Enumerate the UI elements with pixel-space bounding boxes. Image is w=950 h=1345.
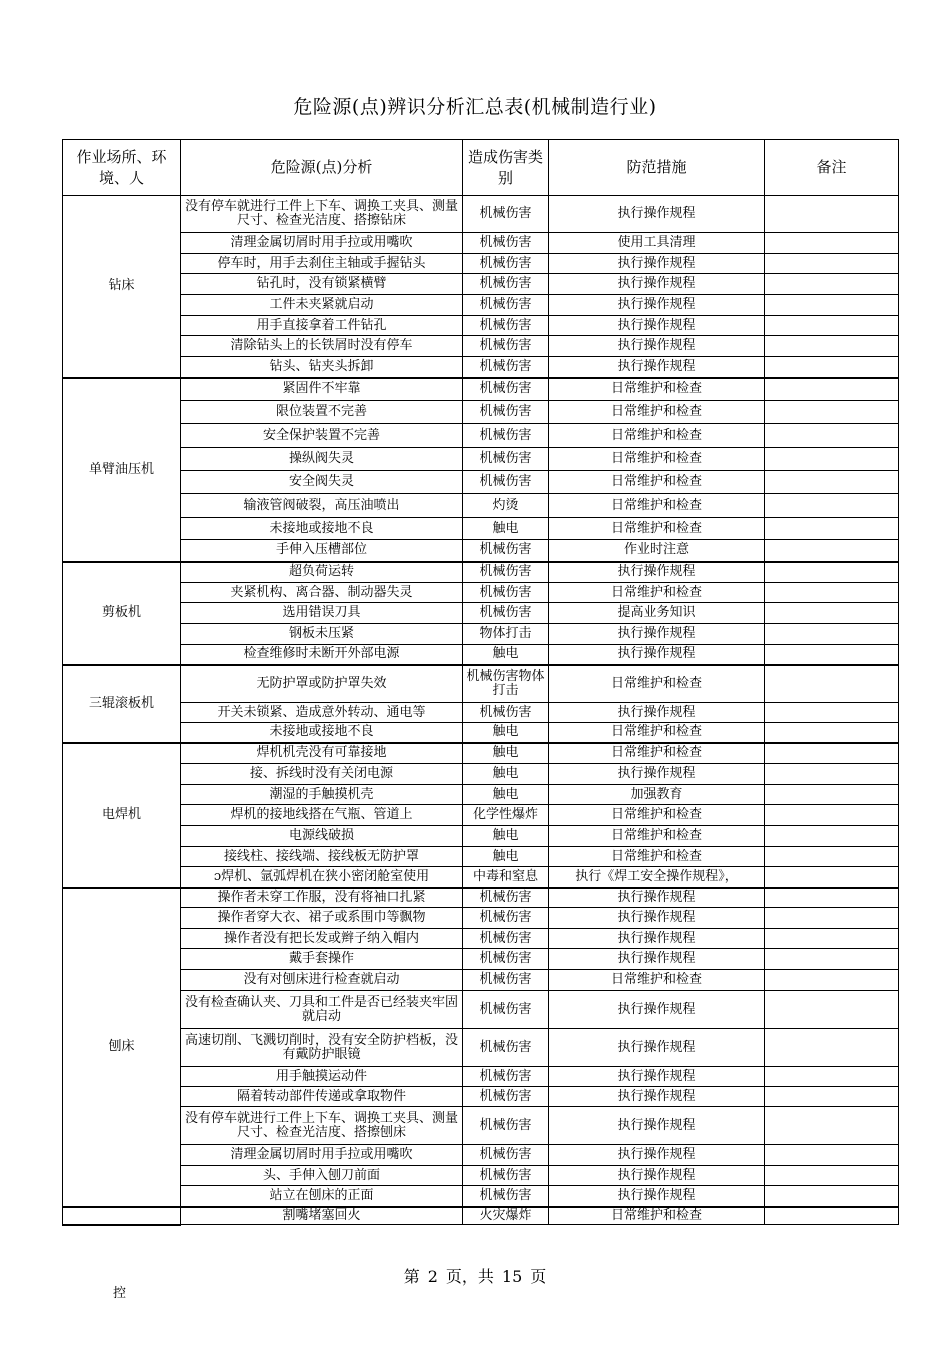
cell-measure: 日常维护和检查 <box>549 401 765 424</box>
cell-note <box>765 1186 899 1207</box>
cell-hazard: 焊机的接地线搭在气瓶、管道上 <box>181 805 463 826</box>
cell-measure: 执行操作规程 <box>549 1029 765 1067</box>
cell-hazard: 安全阀失灵 <box>181 471 463 494</box>
cell-measure: 执行操作规程 <box>549 1067 765 1087</box>
cell-injury: 机械伤害 <box>463 471 549 494</box>
cell-area <box>63 1207 181 1225</box>
header-injury: 造成伤害类别 <box>463 140 549 196</box>
table-row <box>63 316 899 336</box>
cell-measure: 执行操作规程 <box>549 295 765 316</box>
table-row <box>63 1029 899 1067</box>
stray-text: 控 <box>113 1286 127 1301</box>
cell-measure: 执行操作规程 <box>549 1166 765 1186</box>
table-row <box>63 274 899 295</box>
cell-injury: 机械伤害 <box>463 401 549 424</box>
table-row <box>63 888 899 908</box>
table-row <box>63 401 899 424</box>
cell-measure: 加强教育 <box>549 785 765 805</box>
header-area: 作业场所、环境、人 <box>63 140 181 196</box>
table-row <box>63 1107 899 1145</box>
cell-injury: 机械伤害 <box>463 357 549 378</box>
hazard-table <box>62 139 899 1226</box>
cell-injury: 机械伤害 <box>463 1029 549 1067</box>
table-row <box>63 357 899 378</box>
table-row <box>63 743 899 764</box>
cell-measure: 日常维护和检查 <box>549 970 765 991</box>
table-row <box>63 867 899 888</box>
cell-note <box>765 785 899 805</box>
cell-measure: 执行操作规程 <box>549 1107 765 1145</box>
cell-hazard: 选用错误刀具 <box>181 603 463 624</box>
cell-injury: 触电 <box>463 785 549 805</box>
footer-total-pages: 15 <box>501 1267 523 1286</box>
cell-measure: 日常维护和检查 <box>549 805 765 826</box>
cell-injury: 触电 <box>463 723 549 743</box>
table-row <box>63 723 899 743</box>
table-row <box>63 583 899 603</box>
cell-hazard: 钻孔时，没有锁紧横臂 <box>181 274 463 295</box>
cell-measure: 执行操作规程 <box>549 1087 765 1107</box>
table-row <box>63 908 899 929</box>
table-row <box>63 703 899 723</box>
cell-injury: 机械伤害 <box>463 540 549 562</box>
table-row <box>63 233 899 254</box>
cell-injury: 机械伤害 <box>463 424 549 448</box>
cell-hazard: 工件未夹紧就启动 <box>181 295 463 316</box>
cell-injury: 机械伤害 <box>463 603 549 624</box>
cell-injury: 机械伤害 <box>463 888 549 908</box>
cell-hazard: 检查维修时未断开外部电源 <box>181 645 463 665</box>
cell-note <box>765 603 899 624</box>
table-row <box>63 645 899 665</box>
page-title: 危险源(点)辨识分析汇总表(机械制造行业) <box>293 96 657 118</box>
cell-note <box>765 357 899 378</box>
cell-measure: 日常维护和检查 <box>549 494 765 518</box>
cell-note <box>765 624 899 645</box>
cell-hazard: ɔ焊机、氩弧焊机在狭小密闭舱室使用 <box>181 867 463 888</box>
cell-injury: 机械伤害 <box>463 929 549 949</box>
cell-injury: 中毒和窒息 <box>463 867 549 888</box>
header-row <box>63 140 899 196</box>
cell-hazard: 钻头、钻夹头拆卸 <box>181 357 463 378</box>
cell-measure: 日常维护和检查 <box>549 424 765 448</box>
cell-injury: 机械伤害 <box>463 583 549 603</box>
footer-suffix: 页 <box>530 1267 547 1286</box>
cell-measure: 日常维护和检查 <box>549 471 765 494</box>
table-row <box>63 805 899 826</box>
cell-hazard: 未接地或接地不良 <box>181 723 463 743</box>
cell-hazard: 夹紧机构、离合器、制动器失灵 <box>181 583 463 603</box>
cell-measure: 执行操作规程 <box>549 624 765 645</box>
cell-note <box>765 949 899 970</box>
cell-note <box>765 494 899 518</box>
cell-hazard: 高速切削、飞溅切削时，没有安全防护档板，没有戴防护眼镜 <box>181 1029 463 1067</box>
cell-injury: 机械伤害 <box>463 562 549 583</box>
cell-measure: 日常维护和检查 <box>549 518 765 540</box>
table-row <box>63 624 899 645</box>
table-row <box>63 471 899 494</box>
cell-measure: 使用工具清理 <box>549 233 765 254</box>
cell-hazard: 没有对刨床进行检查就启动 <box>181 970 463 991</box>
cell-area: 剪板机 <box>63 562 181 665</box>
cell-injury: 触电 <box>463 518 549 540</box>
cell-injury: 触电 <box>463 743 549 764</box>
footer-prefix: 第 <box>403 1267 420 1286</box>
cell-hazard: 用手触摸运动件 <box>181 1067 463 1087</box>
cell-measure: 日常维护和检查 <box>549 847 765 867</box>
table-row <box>63 1166 899 1186</box>
cell-hazard: 接、拆线时没有关闭电源 <box>181 764 463 785</box>
cell-measure: 执行操作规程 <box>549 908 765 929</box>
cell-hazard: 清理金属切屑时用手拉或用嘴吹 <box>181 1145 463 1166</box>
cell-note <box>765 723 899 743</box>
cell-injury: 化学性爆炸 <box>463 805 549 826</box>
cell-measure: 执行操作规程 <box>549 929 765 949</box>
cell-injury: 机械伤害 <box>463 233 549 254</box>
cell-injury: 触电 <box>463 847 549 867</box>
table-row <box>63 785 899 805</box>
cell-measure: 执行操作规程 <box>549 888 765 908</box>
cell-injury: 机械伤害 <box>463 1107 549 1145</box>
cell-hazard: 手伸入压槽部位 <box>181 540 463 562</box>
cell-hazard: 操纵阀失灵 <box>181 448 463 471</box>
cell-injury: 物体打击 <box>463 624 549 645</box>
cell-note <box>765 929 899 949</box>
cell-measure: 提高业务知识 <box>549 603 765 624</box>
cell-note <box>765 1087 899 1107</box>
table-row <box>63 991 899 1029</box>
cell-injury: 机械伤害 <box>463 1067 549 1087</box>
cell-note <box>765 1029 899 1067</box>
cell-hazard: 没有停车就进行工件上下车、调换工夹具、测量尺寸、检查光洁度、搭擦钻床 <box>181 196 463 233</box>
table-row <box>63 603 899 624</box>
cell-measure: 执行操作规程 <box>549 357 765 378</box>
cell-measure: 日常维护和检查 <box>549 723 765 743</box>
header-hazard: 危险源(点)分析 <box>181 140 463 196</box>
cell-injury: 机械伤害 <box>463 295 549 316</box>
cell-hazard: 清理金属切屑时用手拉或用嘴吹 <box>181 233 463 254</box>
cell-hazard: 开关未锁紧、造成意外转动、通电等 <box>181 703 463 723</box>
cell-injury: 触电 <box>463 764 549 785</box>
cell-hazard: 头、手伸入刨刀前面 <box>181 1166 463 1186</box>
cell-note <box>765 401 899 424</box>
cell-hazard: 紧固件不牢靠 <box>181 378 463 401</box>
footer-mid: 页，共 <box>445 1267 494 1286</box>
cell-hazard: 割嘴堵塞回火 <box>181 1207 463 1225</box>
cell-note <box>765 888 899 908</box>
cell-injury: 机械伤害 <box>463 1186 549 1207</box>
cell-note <box>765 764 899 785</box>
cell-note <box>765 867 899 888</box>
cell-hazard: 焊机机壳没有可靠接地 <box>181 743 463 764</box>
table-row <box>63 562 899 583</box>
cell-measure: 执行操作规程 <box>549 991 765 1029</box>
cell-measure: 执行操作规程 <box>549 196 765 233</box>
cell-measure: 执行操作规程 <box>549 645 765 665</box>
cell-hazard: 限位装置不完善 <box>181 401 463 424</box>
table-row <box>63 540 899 562</box>
cell-hazard: 电源线破损 <box>181 826 463 847</box>
cell-injury: 机械伤害 <box>463 274 549 295</box>
cell-note <box>765 1207 899 1225</box>
cell-injury: 机械伤害 <box>463 378 549 401</box>
cell-note <box>765 562 899 583</box>
cell-hazard: 无防护罩或防护罩失效 <box>181 665 463 703</box>
table-row <box>63 254 899 274</box>
table-row <box>63 196 899 233</box>
header-measure: 防范措施 <box>549 140 765 196</box>
cell-injury: 机械伤害 <box>463 970 549 991</box>
cell-measure: 作业时注意 <box>549 540 765 562</box>
cell-measure: 执行操作规程 <box>549 1145 765 1166</box>
cell-injury: 机械伤害 <box>463 991 549 1029</box>
cell-hazard: 输液管阀破裂，高压油喷出 <box>181 494 463 518</box>
table-row <box>63 929 899 949</box>
cell-note <box>765 703 899 723</box>
table-row <box>63 970 899 991</box>
cell-measure: 执行操作规程 <box>549 254 765 274</box>
cell-injury: 机械伤害 <box>463 448 549 471</box>
cell-hazard: 超负荷运转 <box>181 562 463 583</box>
cell-note <box>765 970 899 991</box>
cell-hazard: 操作者未穿工作服，没有将袖口扎紧 <box>181 888 463 908</box>
table-row <box>63 378 899 401</box>
cell-injury: 机械伤害 <box>463 316 549 336</box>
cell-injury: 机械伤害 <box>463 196 549 233</box>
cell-note <box>765 847 899 867</box>
cell-injury: 机械伤害 <box>463 1087 549 1107</box>
footer-page-number: 2 <box>427 1267 438 1286</box>
cell-measure: 执行操作规程 <box>549 764 765 785</box>
table-body <box>63 196 899 1225</box>
cell-hazard: 停车时，用手去刹住主轴或手握钻头 <box>181 254 463 274</box>
cell-hazard: 隔着转动部件传递或拿取物件 <box>181 1087 463 1107</box>
cell-note <box>765 471 899 494</box>
cell-injury: 触电 <box>463 826 549 847</box>
cell-hazard: 戴手套操作 <box>181 949 463 970</box>
cell-injury: 机械伤害 <box>463 254 549 274</box>
cell-area: 单臂油压机 <box>63 378 181 562</box>
table-row <box>63 1067 899 1087</box>
cell-hazard: 安全保护装置不完善 <box>181 424 463 448</box>
cell-measure: 执行操作规程 <box>549 703 765 723</box>
cell-note <box>765 336 899 357</box>
table-row <box>63 1145 899 1166</box>
cell-measure: 日常维护和检查 <box>549 1207 765 1225</box>
cell-injury: 机械伤害 <box>463 336 549 357</box>
cell-note <box>765 805 899 826</box>
page-footer <box>0 1264 950 1287</box>
cell-note <box>765 908 899 929</box>
cell-measure: 日常维护和检查 <box>549 583 765 603</box>
cell-note <box>765 196 899 233</box>
header-note: 备注 <box>765 140 899 196</box>
cell-area: 三辊滚板机 <box>63 665 181 743</box>
cell-measure: 日常维护和检查 <box>549 743 765 764</box>
cell-measure: 日常维护和检查 <box>549 378 765 401</box>
table-row <box>63 665 899 703</box>
cell-note <box>765 254 899 274</box>
cell-hazard: 未接地或接地不良 <box>181 518 463 540</box>
cell-note <box>765 316 899 336</box>
cell-measure: 执行《焊工安全操作规程》， <box>549 867 765 888</box>
cell-area: 刨床 <box>63 888 181 1207</box>
table-row <box>63 295 899 316</box>
table-row <box>63 424 899 448</box>
cell-measure: 执行操作规程 <box>549 1186 765 1207</box>
cell-measure: 执行操作规程 <box>549 562 765 583</box>
cell-measure: 执行操作规程 <box>549 336 765 357</box>
cell-measure: 日常维护和检查 <box>549 665 765 703</box>
cell-injury: 机械伤害 <box>463 1166 549 1186</box>
table-row <box>63 336 899 357</box>
cell-injury: 机械伤害 <box>463 949 549 970</box>
cell-hazard: 站立在刨床的正面 <box>181 1186 463 1207</box>
cell-note <box>765 1067 899 1087</box>
table-row <box>63 847 899 867</box>
table-row <box>63 518 899 540</box>
cell-note <box>765 233 899 254</box>
cell-note <box>765 991 899 1029</box>
cell-injury: 机械伤害 <box>463 908 549 929</box>
table-row <box>63 1087 899 1107</box>
cell-hazard: 操作者没有把长发或辫子纳入帽内 <box>181 929 463 949</box>
cell-note <box>765 295 899 316</box>
cell-note <box>765 826 899 847</box>
cell-measure: 日常维护和检查 <box>549 826 765 847</box>
cell-hazard: 潮湿的手触摸机壳 <box>181 785 463 805</box>
cell-area: 钻床 <box>63 196 181 378</box>
cell-measure: 执行操作规程 <box>549 949 765 970</box>
cell-injury: 火灾爆炸 <box>463 1207 549 1225</box>
cell-hazard: 用手直接拿着工件钻孔 <box>181 316 463 336</box>
table-row <box>63 764 899 785</box>
table-row <box>63 826 899 847</box>
table-row <box>63 1207 899 1225</box>
cell-note <box>765 518 899 540</box>
cell-note <box>765 540 899 562</box>
table-row <box>63 949 899 970</box>
cell-injury: 机械伤害物体打击 <box>463 665 549 703</box>
cell-note <box>765 645 899 665</box>
cell-note <box>765 1145 899 1166</box>
cell-injury: 机械伤害 <box>463 703 549 723</box>
cell-hazard: 没有停车就进行工件上下车、调换工夹具、测量尺寸、检查光洁度、搭擦刨床 <box>181 1107 463 1145</box>
cell-note <box>765 743 899 764</box>
cell-measure: 日常维护和检查 <box>549 448 765 471</box>
cell-area: 电焊机 <box>63 743 181 888</box>
cell-hazard: 清除钻头上的长铁屑时没有停车 <box>181 336 463 357</box>
table-row <box>63 448 899 471</box>
cell-injury: 触电 <box>463 645 549 665</box>
cell-injury: 灼烫 <box>463 494 549 518</box>
cell-measure: 执行操作规程 <box>549 316 765 336</box>
cell-note <box>765 378 899 401</box>
cell-measure: 执行操作规程 <box>549 274 765 295</box>
cell-note <box>765 424 899 448</box>
cell-hazard: 钢板未压紧 <box>181 624 463 645</box>
cell-note <box>765 583 899 603</box>
cell-note <box>765 448 899 471</box>
cell-injury: 机械伤害 <box>463 1145 549 1166</box>
cell-note <box>765 274 899 295</box>
cell-note <box>765 1166 899 1186</box>
cell-hazard: 接线柱、接线端、接线板无防护罩 <box>181 847 463 867</box>
cell-note <box>765 1107 899 1145</box>
table-row <box>63 1186 899 1207</box>
cell-note <box>765 665 899 703</box>
table-row <box>63 494 899 518</box>
cell-hazard: 没有检查确认夹、刀具和工件是否已经装夹牢固就启动 <box>181 991 463 1029</box>
cell-hazard: 操作者穿大衣、裙子或系围巾等飘物 <box>181 908 463 929</box>
